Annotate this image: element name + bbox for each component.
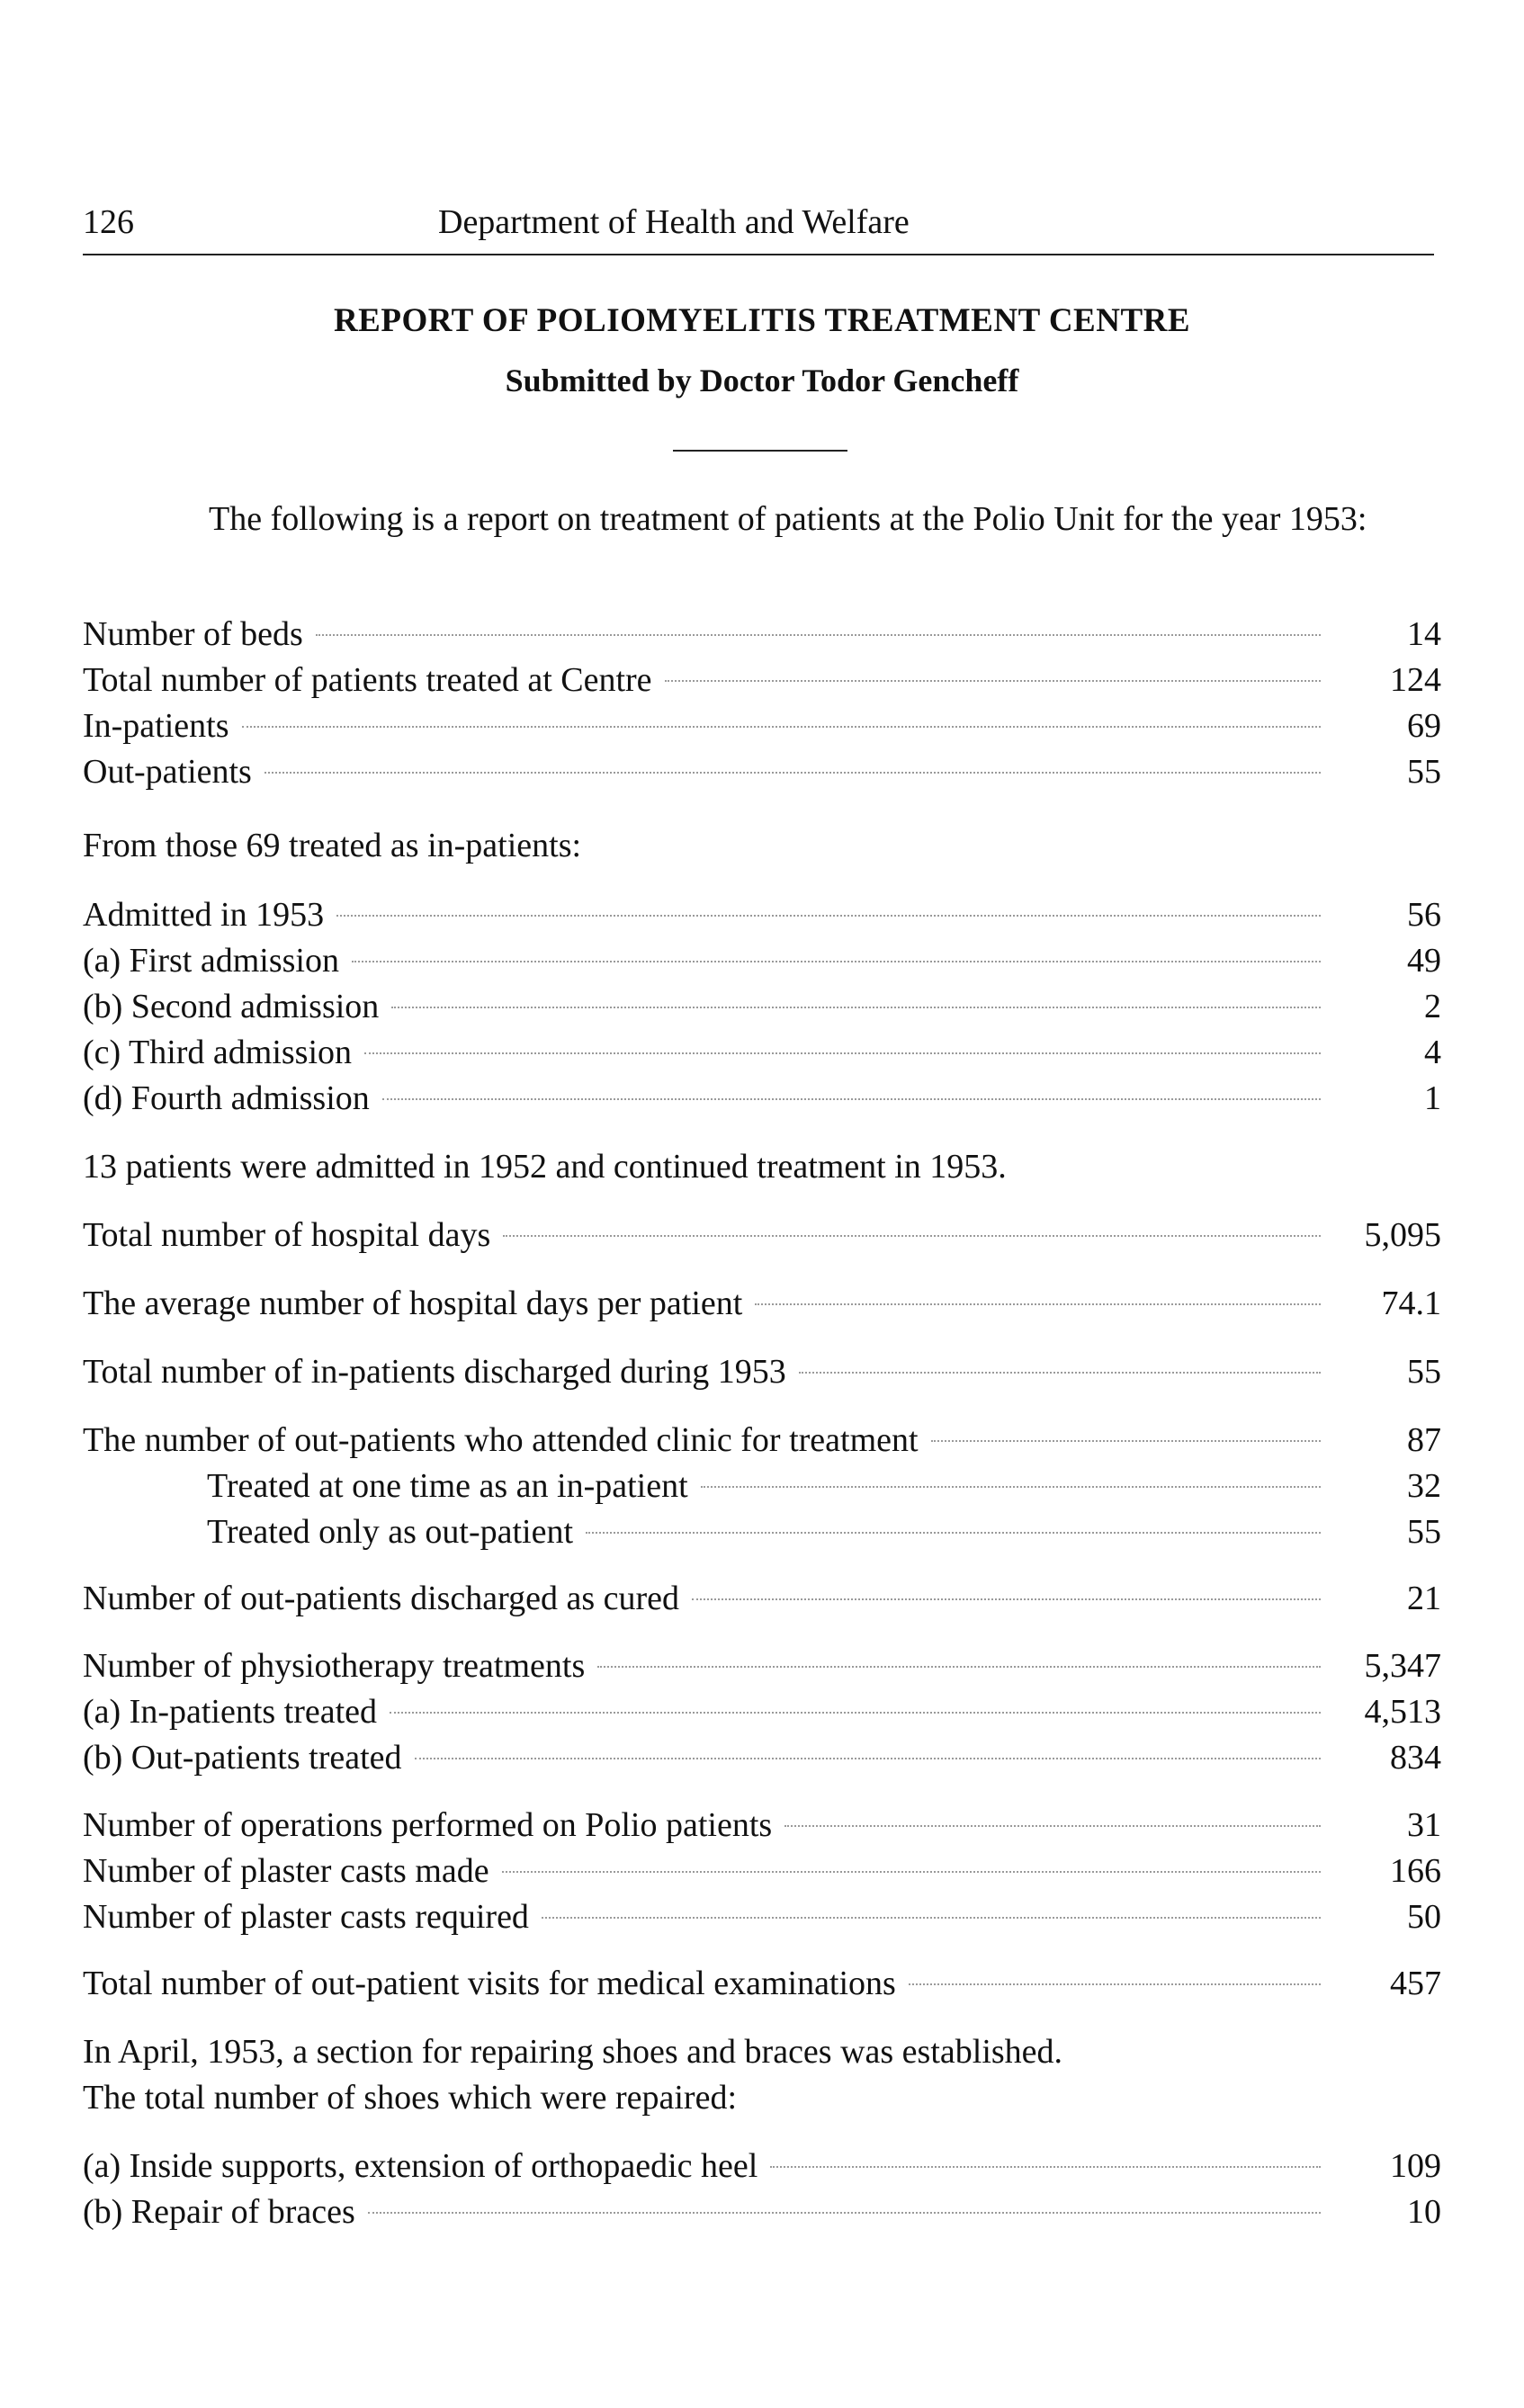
dot-leader [316, 634, 1321, 636]
admissions-section [83, 892, 1441, 1122]
cured-row [83, 1576, 1441, 1622]
row-label: (c) Third admission [83, 1034, 353, 1071]
dot-leader [391, 1007, 1321, 1008]
row-value: 87 [1407, 1421, 1441, 1459]
row-label: Number of operations performed on Polio patients [83, 1806, 773, 1844]
admission-row [83, 1076, 1441, 1122]
row-value: 32 [1407, 1467, 1441, 1505]
admission-row [83, 984, 1441, 1030]
dot-leader [264, 772, 1321, 774]
operations-row [83, 1849, 1441, 1894]
dot-leader [701, 1486, 1321, 1488]
repair-row [83, 2189, 1441, 2235]
summary-row [83, 749, 1441, 795]
repair-note-line-1: In April, 1953, a section for repairing shoes and braces was established. [83, 2033, 1063, 2071]
row-value: 5,095 [1364, 1216, 1441, 1254]
dot-leader [665, 680, 1321, 682]
outpatients-section [83, 1418, 1441, 1555]
inpatients-intro [83, 823, 1441, 869]
row-value: 14 [1407, 615, 1441, 653]
physiotherapy-row [83, 1689, 1441, 1735]
dot-leader [390, 1712, 1321, 1714]
repair-row [83, 2144, 1441, 2189]
hospital-days-row-3 [83, 1349, 1441, 1395]
row-value: 55 [1407, 1513, 1441, 1551]
visits-section [83, 1961, 1441, 2007]
row-label: Number of plaster casts required [83, 1898, 529, 1936]
row-label: Number of beds [83, 615, 303, 653]
dot-leader [784, 1825, 1321, 1827]
operations-row [83, 1894, 1441, 1940]
visits-row [83, 1961, 1441, 2007]
dot-leader [770, 2166, 1321, 2168]
continued-note [83, 1144, 1441, 1190]
dot-leader [931, 1440, 1321, 1442]
row-label: Treated only as out-patient [207, 1513, 574, 1551]
hospital-days-row [83, 1281, 1441, 1327]
row-value: 31 [1407, 1806, 1441, 1844]
running-title: Department of Health and Welfare [438, 203, 910, 241]
admission-row [83, 892, 1441, 938]
row-label: Treated at one time as an in-patient [207, 1467, 688, 1505]
title-rule [673, 450, 847, 452]
row-value: 166 [1390, 1852, 1441, 1890]
row-label: Admitted in 1953 [83, 896, 325, 934]
hospital-days-row [83, 1213, 1441, 1258]
dot-leader [503, 1235, 1321, 1237]
dot-leader [909, 1983, 1321, 1985]
inpatients-intro-text: From those 69 treated as in-patients: [83, 827, 582, 864]
row-value: 69 [1407, 707, 1441, 745]
row-label: (b) Second admission [83, 988, 380, 1025]
summary-row [83, 703, 1441, 749]
row-label: Total number of in-patients discharged during 1953 [83, 1353, 786, 1391]
row-label: Number of physiotherapy treatments [83, 1647, 586, 1685]
dot-leader [242, 726, 1321, 728]
continued-note-text: 13 patients were admitted in 1952 and continued treatment in 1953. [83, 1148, 1007, 1186]
row-value: 74.1 [1381, 1285, 1441, 1322]
dot-leader [364, 1052, 1321, 1054]
outpatient-row [83, 1509, 1441, 1555]
row-value: 10 [1407, 2193, 1441, 2231]
outpatient-row [83, 1464, 1441, 1509]
admission-row [83, 1030, 1441, 1076]
repair-note [83, 2029, 1441, 2121]
intro-paragraph: The following is a report on treatment of patients at the Polio Unit for the year 1953: [209, 500, 1367, 538]
summary-row [83, 658, 1441, 703]
repair-note-line-2: The total number of shoes which were repaired: [83, 2079, 738, 2117]
dot-leader [502, 1871, 1321, 1873]
dot-leader [368, 2212, 1321, 2214]
row-value: 4 [1424, 1034, 1441, 1071]
repairs-section [83, 2144, 1441, 2235]
row-label: (b) Out-patients treated [83, 1739, 402, 1777]
hospital-days-row [83, 1349, 1441, 1395]
row-value: 49 [1407, 942, 1441, 980]
row-label: (a) Inside supports, extension of orthopaedic heel [83, 2147, 758, 2185]
cured-section [83, 1576, 1441, 1622]
dot-leader [597, 1666, 1321, 1668]
dot-leader [692, 1598, 1321, 1600]
row-label: (a) In-patients treated [83, 1693, 378, 1731]
dot-leader [542, 1917, 1321, 1919]
report-title: REPORT OF POLIOMYELITIS TREATMENT CENTRE [333, 302, 1191, 339]
row-label: Total number of hospital days [83, 1216, 491, 1254]
hospital-days-row-2 [83, 1281, 1441, 1327]
row-label: (b) Repair of braces [83, 2193, 355, 2231]
outpatient-row [83, 1418, 1441, 1464]
row-label: Number of out-patients discharged as cured [83, 1580, 680, 1617]
row-value: 5,347 [1364, 1647, 1441, 1685]
row-label: Number of plaster casts made [83, 1852, 489, 1890]
row-value: 56 [1407, 896, 1441, 934]
row-value: 50 [1407, 1898, 1441, 1936]
row-value: 55 [1407, 1353, 1441, 1391]
row-label: The number of out-patients who attended clinic for treatment [83, 1421, 919, 1459]
row-value: 109 [1390, 2147, 1441, 2185]
dot-leader [336, 915, 1321, 917]
row-label: Total number of patients treated at Centre [83, 661, 652, 699]
admission-row [83, 938, 1441, 984]
row-label: In-patients [83, 707, 229, 745]
summary-section [83, 612, 1441, 795]
physiotherapy-section [83, 1643, 1441, 1781]
row-label: (d) Fourth admission [83, 1079, 370, 1117]
row-value: 4,513 [1364, 1693, 1441, 1731]
row-value: 834 [1390, 1739, 1441, 1777]
hospital-days-row-1 [83, 1213, 1441, 1258]
row-value: 55 [1407, 753, 1441, 791]
dot-leader [382, 1098, 1321, 1100]
row-label: Total number of out-patient visits for medical examinations [83, 1965, 896, 2002]
summary-row [83, 612, 1441, 658]
page-number: 126 [83, 203, 134, 241]
dot-leader [586, 1532, 1321, 1534]
dot-leader [755, 1303, 1321, 1305]
report-subtitle: Submitted by Doctor Todor Gencheff [505, 363, 1019, 398]
row-value: 21 [1407, 1580, 1441, 1617]
row-label: (a) First admission [83, 942, 339, 980]
dot-leader [352, 961, 1321, 962]
header-rule [83, 254, 1434, 255]
operations-row [83, 1803, 1441, 1849]
row-value: 124 [1390, 661, 1441, 699]
row-label: Out-patients [83, 753, 252, 791]
running-header [83, 200, 1434, 245]
row-label: The average number of hospital days per patient [83, 1285, 743, 1322]
operations-section [83, 1803, 1441, 1940]
row-value: 2 [1424, 988, 1441, 1025]
row-value: 457 [1390, 1965, 1441, 2002]
row-value: 1 [1424, 1079, 1441, 1117]
physiotherapy-row [83, 1735, 1441, 1781]
dot-leader [799, 1372, 1321, 1374]
dot-leader [415, 1758, 1321, 1759]
physiotherapy-row [83, 1643, 1441, 1689]
